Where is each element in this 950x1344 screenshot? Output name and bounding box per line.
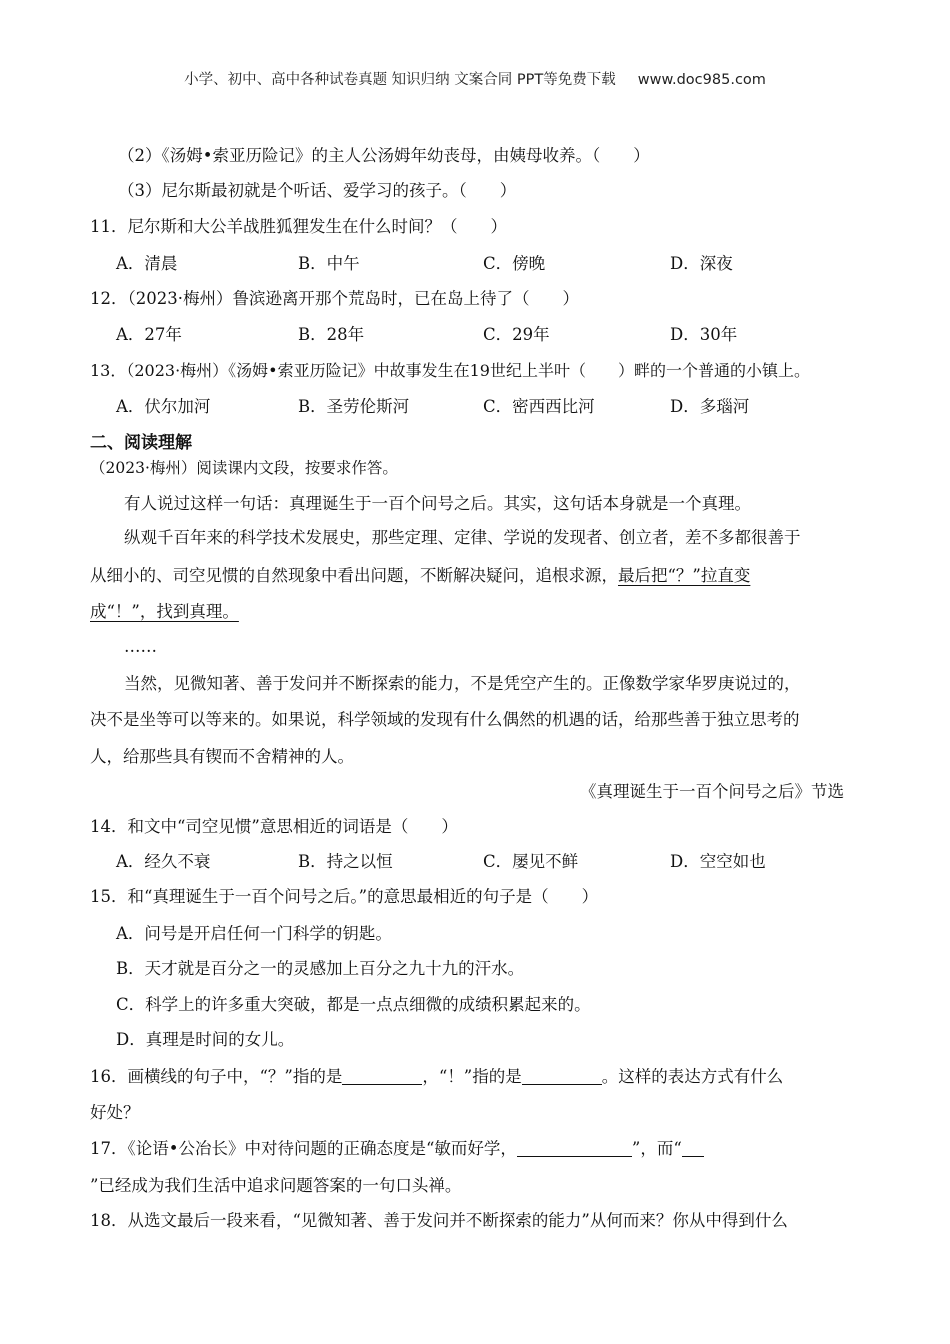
question-16-line1 (90, 1066, 783, 1088)
question-12-stem: 12．（2023·梅州）鲁滨逊离开那个荒岛时，已在岛上待了（ ） (90, 289, 579, 308)
q13-option-c: C．密西西比河 (483, 397, 595, 416)
q11-option-a: A．清晨 (116, 254, 178, 273)
question-17-line2: ”已经成为我们生活中追求问题答案的一句口头禅。 (90, 1176, 462, 1195)
passage-p2-line1: 纵观千百年来的科学技术发展史，那些定理、定律、学说的发现者、创立者，差不多都很善于 (124, 528, 801, 547)
q17-blank-2[interactable] (682, 1140, 704, 1157)
q11-option-d: D．深夜 (670, 254, 733, 273)
q12-option-d: D．30年 (670, 325, 738, 344)
q16-part2: ，“！”指的是 (422, 1067, 522, 1086)
passage-ellipsis: …… (124, 637, 157, 656)
q16-part1: 16．画横线的句子中，“？”指的是 (90, 1067, 343, 1086)
q14-option-d: D．空空如也 (670, 852, 766, 871)
tf-item-2: （2）《汤姆•索亚历险记》的主人公汤姆年幼丧母，由姨母收养。（ ） (118, 146, 650, 165)
tf-item-3: （3）尼尔斯最初就是个听话、爱学习的孩子。（ ） (118, 181, 517, 200)
passage-p2-line2 (90, 565, 750, 587)
q16-part3: 。这样的表达方式有什么 (601, 1067, 784, 1086)
passage-p3-line3: 人，给那些具有锲而不舍精神的人。 (90, 747, 354, 766)
q17-part2: ”，而“ (631, 1139, 682, 1158)
passage-source: 《真理诞生于一百个问号之后》节选 (580, 782, 844, 801)
q14-option-a: A．经久不衰 (116, 852, 211, 871)
header-site: www.doc985.com (637, 72, 766, 88)
q13-option-a: A．伏尔加河 (116, 397, 211, 416)
underlined-sentence-part2: 成“！”，找到真理。 (90, 602, 239, 621)
q12-option-c: C．29年 (483, 325, 550, 344)
question-13-stem: 13．（2023·梅州）《汤姆•索亚历险记》中故事发生在19世纪上半叶（ ）畔的一个普通的小镇上。 (90, 361, 810, 380)
header-text: 小学、初中、高中各种试卷真题 知识归纳 文案合同 PPT等免费下载 (184, 72, 616, 88)
question-15-stem: 15．和“真理诞生于一百个问号之后。”的意思最相近的句子是（ ） (90, 887, 599, 906)
q11-option-c: C．傍晚 (483, 254, 546, 273)
q14-option-c: C．屡见不鲜 (483, 852, 579, 871)
q15-option-d: D．真理是时间的女儿。 (116, 1030, 295, 1049)
q17-part1: 17．《论语•公冶长》中对待问题的正确态度是“敏而好学， (90, 1139, 517, 1158)
question-17-line1 (90, 1138, 704, 1160)
q13-option-d: D．多瑙河 (670, 397, 750, 416)
passage-p3-line2: 决不是坐等可以等来的。如果说，科学领域的发现有什么偶然的机遇的话，给那些善于独立思考的 (90, 710, 800, 729)
section-intro: （2023·梅州）阅读课内文段，按要求作答。 (90, 459, 398, 477)
question-14-stem: 14．和文中“司空见惯”意思相近的词语是（ ） (90, 817, 458, 836)
q12-option-b: B．28年 (298, 325, 365, 344)
q15-option-b: B．天才就是百分之一的灵感加上百分之九十九的汗水。 (116, 959, 525, 978)
section-title: 二、阅读理解 (90, 433, 192, 453)
q16-blank-1[interactable] (342, 1068, 422, 1085)
question-11-stem: 11．尼尔斯和大公羊战胜狐狸发生在什么时间？（ ） (90, 217, 507, 236)
passage-p2-line3 (90, 601, 239, 623)
q15-option-c: C．科学上的许多重大突破，都是一点点细微的成绩积累起来的。 (116, 995, 591, 1014)
question-16-line2: 好处？ (90, 1103, 140, 1122)
underlined-sentence-part1: 最后把“？”拉直变 (618, 566, 751, 585)
q12-option-a: A．27年 (116, 325, 182, 344)
q11-option-b: B．中午 (298, 254, 360, 273)
passage-p3-line1: 当然，见微知著、善于发问并不断探索的能力，不是凭空产生的。正像数学家华罗庚说过的， (124, 674, 801, 693)
q16-blank-2[interactable] (522, 1068, 602, 1085)
page-header (0, 68, 950, 89)
question-18-stem: 18．从选文最后一段来看，“见微知著、善于发问并不断探索的能力”从何而来？你从中得到什么 (90, 1211, 788, 1230)
q14-option-b: B．持之以恒 (298, 852, 393, 871)
q13-option-b: B．圣劳伦斯河 (298, 397, 410, 416)
q17-blank-1[interactable] (517, 1140, 632, 1157)
q15-option-a: A．问号是开启任何一门科学的钥匙。 (116, 924, 392, 943)
passage-p1: 有人说过这样一句话：真理诞生于一百个问号之后。其实，这句话本身就是一个真理。 (124, 494, 751, 513)
passage-p2-line2-plain: 从细小的、司空见惯的自然现象中看出问题，不断解决疑问，追根求源， (90, 566, 618, 585)
